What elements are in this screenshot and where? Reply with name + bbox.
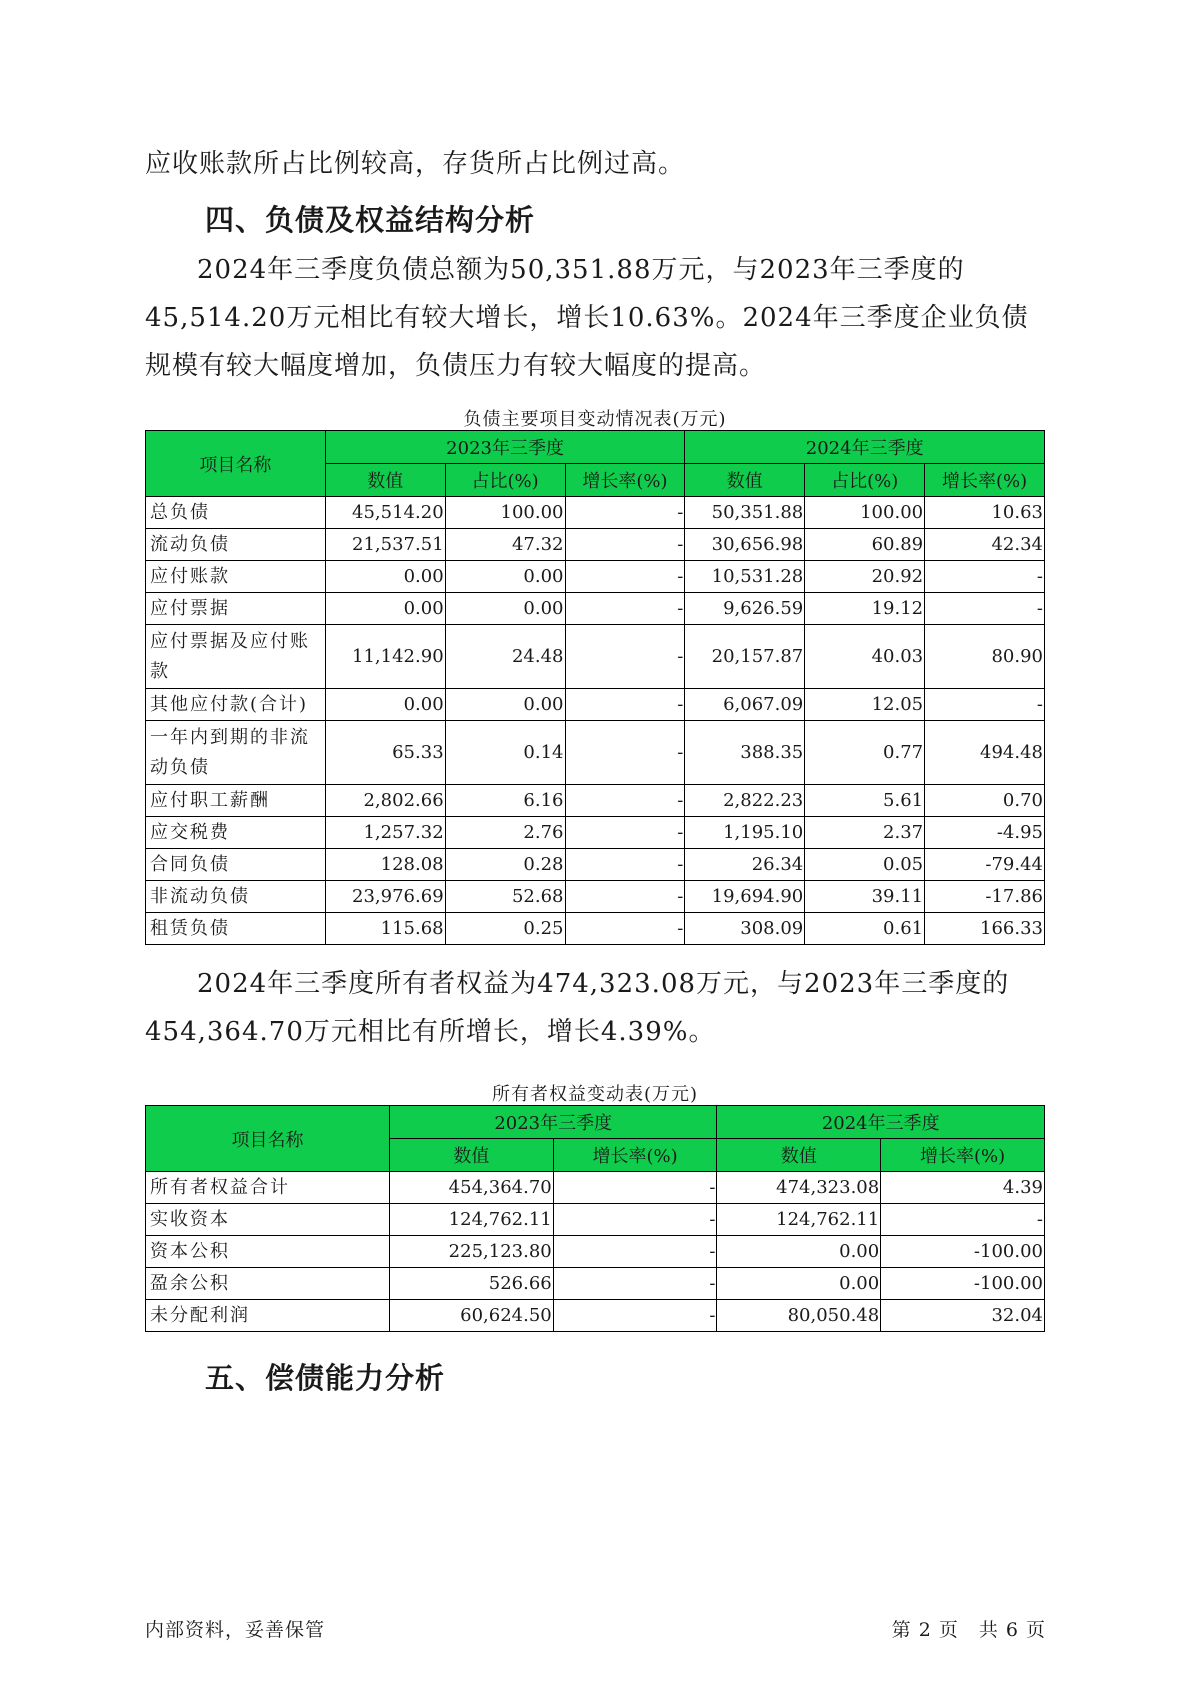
cell-share-2023: 0.00 [445, 593, 565, 625]
cell-growth-2024: 166.33 [925, 913, 1045, 945]
row-item-name: 应交税费 [146, 817, 326, 849]
paragraph-receivables-summary: 应收账款所占比例较高，存货所占比例过高。 [145, 149, 686, 179]
row-item-name: 非流动负债 [146, 881, 326, 913]
table-row [146, 721, 1045, 785]
table-caption-liabilities: 负债主要项目变动情况表(万元) [463, 409, 727, 430]
cell-value-2023: 0.00 [325, 689, 445, 721]
cell-share-2024: 0.61 [805, 913, 925, 945]
cell-value-2023: 0.00 [325, 593, 445, 625]
row-item-name: 资本公积 [146, 1236, 390, 1268]
column-header-value-2023: 数值 [390, 1139, 554, 1172]
table-row [146, 881, 1045, 913]
cell-value-2024: 50,351.88 [685, 497, 805, 529]
cell-value-2023: 2,802.66 [325, 785, 445, 817]
cell-growth-2023: - [565, 497, 685, 529]
liabilities-table [145, 430, 1045, 945]
cell-value-2024: 19,694.90 [685, 881, 805, 913]
footer-confidential-note: 内部资料，妥善保管 [145, 1619, 326, 1641]
cell-growth-2023: - [565, 593, 685, 625]
cell-value-2024: 474,323.08 [717, 1172, 881, 1204]
cell-share-2024: 60.89 [805, 529, 925, 561]
table-row [146, 849, 1045, 881]
cell-growth-2023: - [553, 1300, 717, 1332]
column-header-value-2023: 数值 [325, 464, 445, 497]
paragraph-liabilities-analysis: 2024年三季度负债总额为50,351.88万元，与2023年三季度的45,514.20万元相比有较大增长，增长10.63%。2024年三季度企业负债规模有较大幅度增加，负债压力有较大幅度的提高。 [145, 255, 1029, 381]
row-item-name: 应付票据及应付账款 [146, 625, 326, 689]
column-header-growth-2023: 增长率(%) [565, 464, 685, 497]
cell-value-2023: 128.08 [325, 849, 445, 881]
footer-page-number: 第 2 页 共 6 页 [891, 1619, 1046, 1641]
section-heading-liabilities-equity: 四、负债及权益结构分析 [205, 203, 536, 237]
table-row [146, 1236, 1045, 1268]
cell-growth-2023: - [565, 561, 685, 593]
row-item-name: 实收资本 [146, 1204, 390, 1236]
cell-growth-2023: - [553, 1204, 717, 1236]
cell-value-2024: 10,531.28 [685, 561, 805, 593]
table-caption-equity: 所有者权益变动表(万元) [491, 1084, 699, 1105]
table-row [146, 785, 1045, 817]
column-header-share-2023: 占比(%) [445, 464, 565, 497]
cell-share-2024: 0.77 [805, 721, 925, 785]
cell-value-2024: 2,822.23 [685, 785, 805, 817]
column-header-value-2024: 数值 [685, 464, 805, 497]
table-row [146, 817, 1045, 849]
cell-share-2024: 0.05 [805, 849, 925, 881]
column-header-value-2024: 数值 [717, 1139, 881, 1172]
table-row [146, 689, 1045, 721]
cell-value-2024: 26.34 [685, 849, 805, 881]
cell-value-2023: 124,762.11 [390, 1204, 554, 1236]
cell-share-2024: 39.11 [805, 881, 925, 913]
cell-value-2024: 308.09 [685, 913, 805, 945]
table-row [146, 1204, 1045, 1236]
cell-share-2024: 2.37 [805, 817, 925, 849]
row-item-name: 一年内到期的非流动负债 [146, 721, 326, 785]
row-item-name: 其他应付款(合计) [146, 689, 326, 721]
cell-share-2024: 20.92 [805, 561, 925, 593]
cell-growth-2024: -100.00 [881, 1268, 1045, 1300]
cell-value-2024: 1,195.10 [685, 817, 805, 849]
cell-value-2023: 225,123.80 [390, 1236, 554, 1268]
cell-value-2024: 0.00 [717, 1236, 881, 1268]
cell-value-2023: 21,537.51 [325, 529, 445, 561]
cell-value-2023: 65.33 [325, 721, 445, 785]
cell-growth-2023: - [553, 1236, 717, 1268]
column-header-2024-q3: 2024年三季度 [717, 1106, 1045, 1139]
cell-growth-2023: - [553, 1172, 717, 1204]
cell-share-2024: 40.03 [805, 625, 925, 689]
cell-share-2023: 47.32 [445, 529, 565, 561]
cell-value-2024: 30,656.98 [685, 529, 805, 561]
row-item-name: 所有者权益合计 [146, 1172, 390, 1204]
table-row [146, 1268, 1045, 1300]
cell-growth-2024: 0.70 [925, 785, 1045, 817]
column-header-item-name: 项目名称 [146, 1106, 390, 1172]
cell-share-2023: 2.76 [445, 817, 565, 849]
table-row [146, 497, 1045, 529]
cell-value-2023: 0.00 [325, 561, 445, 593]
row-item-name: 租赁负债 [146, 913, 326, 945]
cell-share-2024: 100.00 [805, 497, 925, 529]
cell-growth-2024: 10.63 [925, 497, 1045, 529]
row-item-name: 盈余公积 [146, 1268, 390, 1300]
cell-growth-2024: -4.95 [925, 817, 1045, 849]
cell-growth-2024: -100.00 [881, 1236, 1045, 1268]
cell-share-2023: 0.00 [445, 561, 565, 593]
cell-growth-2024: 80.90 [925, 625, 1045, 689]
cell-growth-2024: -79.44 [925, 849, 1045, 881]
row-item-name: 合同负债 [146, 849, 326, 881]
column-header-growth-2023: 增长率(%) [553, 1139, 717, 1172]
cell-share-2023: 6.16 [445, 785, 565, 817]
cell-share-2024: 12.05 [805, 689, 925, 721]
cell-growth-2024: -17.86 [925, 881, 1045, 913]
cell-share-2023: 24.48 [445, 625, 565, 689]
cell-value-2023: 526.66 [390, 1268, 554, 1300]
column-header-2023-q3: 2023年三季度 [390, 1106, 717, 1139]
cell-value-2024: 80,050.48 [717, 1300, 881, 1332]
cell-share-2023: 0.14 [445, 721, 565, 785]
cell-growth-2024: 494.48 [925, 721, 1045, 785]
cell-share-2024: 5.61 [805, 785, 925, 817]
paragraph-equity-analysis: 2024年三季度所有者权益为474,323.08万元，与2023年三季度的454,364.70万元相比有所增长，增长4.39%。 [145, 969, 1010, 1047]
cell-share-2023: 0.00 [445, 689, 565, 721]
cell-value-2023: 23,976.69 [325, 881, 445, 913]
cell-share-2023: 0.25 [445, 913, 565, 945]
cell-share-2023: 100.00 [445, 497, 565, 529]
row-item-name: 应付职工薪酬 [146, 785, 326, 817]
cell-value-2023: 60,624.50 [390, 1300, 554, 1332]
equity-table [145, 1105, 1045, 1332]
column-header-share-2024: 占比(%) [805, 464, 925, 497]
table-row [146, 913, 1045, 945]
cell-growth-2024: 4.39 [881, 1172, 1045, 1204]
cell-value-2024: 6,067.09 [685, 689, 805, 721]
cell-growth-2023: - [565, 817, 685, 849]
cell-value-2023: 454,364.70 [390, 1172, 554, 1204]
cell-growth-2024: 42.34 [925, 529, 1045, 561]
row-item-name: 应付账款 [146, 561, 326, 593]
table-row [146, 1300, 1045, 1332]
column-header-2024-q3: 2024年三季度 [685, 431, 1045, 464]
cell-growth-2023: - [565, 689, 685, 721]
cell-share-2023: 52.68 [445, 881, 565, 913]
column-header-2023-q3: 2023年三季度 [325, 431, 685, 464]
section-heading-solvency: 五、偿债能力分析 [205, 1361, 446, 1395]
table-row [146, 529, 1045, 561]
cell-growth-2023: - [553, 1268, 717, 1300]
cell-value-2024: 388.35 [685, 721, 805, 785]
cell-value-2024: 9,626.59 [685, 593, 805, 625]
cell-growth-2023: - [565, 625, 685, 689]
table-row [146, 625, 1045, 689]
cell-growth-2023: - [565, 849, 685, 881]
row-item-name: 流动负债 [146, 529, 326, 561]
column-header-item-name: 项目名称 [146, 431, 326, 497]
cell-growth-2023: - [565, 721, 685, 785]
cell-value-2023: 11,142.90 [325, 625, 445, 689]
cell-growth-2023: - [565, 529, 685, 561]
cell-value-2024: 124,762.11 [717, 1204, 881, 1236]
table-row [146, 561, 1045, 593]
row-item-name: 总负债 [146, 497, 326, 529]
cell-value-2023: 1,257.32 [325, 817, 445, 849]
cell-growth-2023: - [565, 881, 685, 913]
cell-share-2024: 19.12 [805, 593, 925, 625]
cell-growth-2024: - [881, 1204, 1045, 1236]
cell-value-2023: 45,514.20 [325, 497, 445, 529]
row-item-name: 未分配利润 [146, 1300, 390, 1332]
cell-share-2023: 0.28 [445, 849, 565, 881]
column-header-growth-2024: 增长率(%) [881, 1139, 1045, 1172]
cell-value-2024: 20,157.87 [685, 625, 805, 689]
cell-growth-2023: - [565, 785, 685, 817]
cell-growth-2024: - [925, 561, 1045, 593]
table-row [146, 593, 1045, 625]
cell-growth-2024: - [925, 593, 1045, 625]
column-header-growth-2024: 增长率(%) [925, 464, 1045, 497]
cell-growth-2024: - [925, 689, 1045, 721]
cell-value-2024: 0.00 [717, 1268, 881, 1300]
cell-value-2023: 115.68 [325, 913, 445, 945]
row-item-name: 应付票据 [146, 593, 326, 625]
table-row [146, 1172, 1045, 1204]
cell-growth-2023: - [565, 913, 685, 945]
cell-growth-2024: 32.04 [881, 1300, 1045, 1332]
